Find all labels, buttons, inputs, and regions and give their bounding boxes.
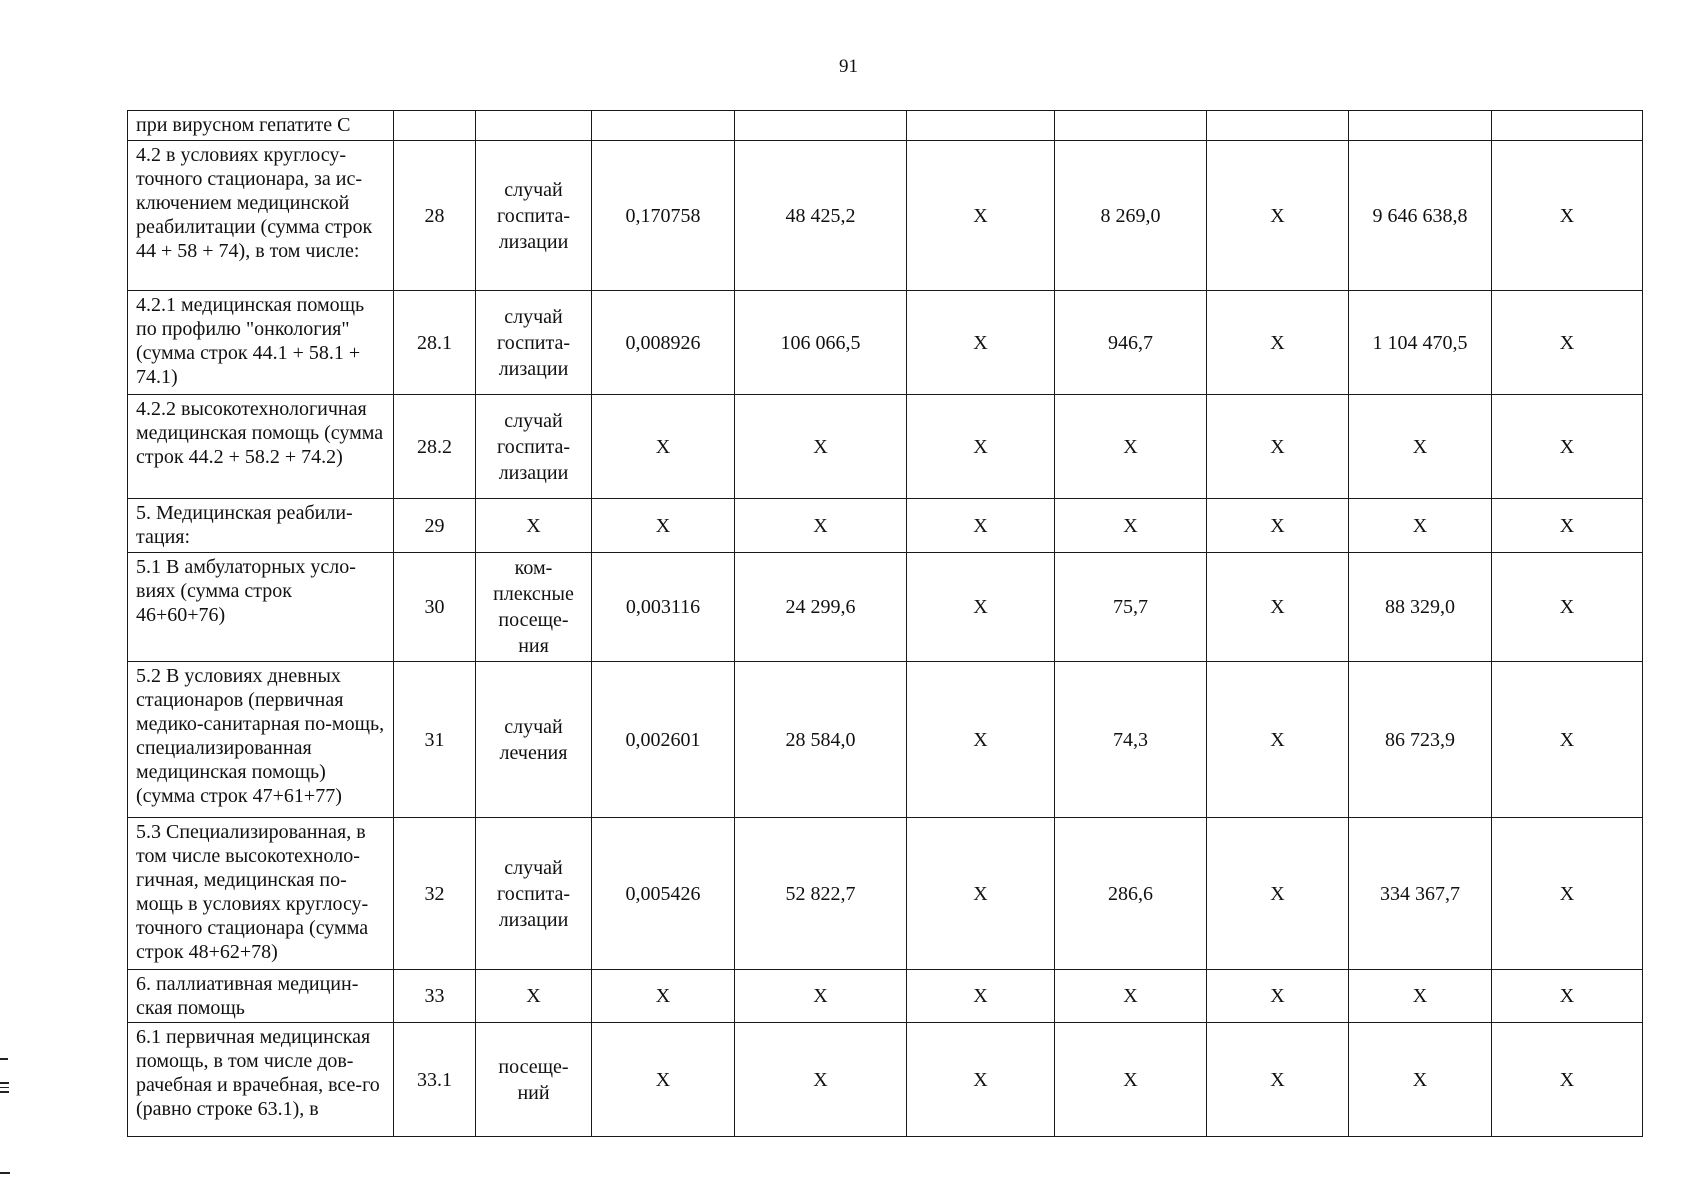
col-5-value: Х [1207,662,1349,818]
table-row [128,499,1643,553]
data-table [127,110,1643,1137]
col-2-value: 52 822,7 [735,818,907,970]
unit-of-measure: Х [476,970,592,1023]
row-description: 5.2 В условиях дневных стационаров (первичная медико-санитарная по-мощь, специализированная медицинская помощь) (сумма строк 47+61+77) [128,662,394,818]
table-row [128,291,1643,395]
row-description: 5. Медицинская реабили-тация: [128,499,394,553]
col-6-value: Х [1349,395,1492,499]
col-2-value: 106 066,5 [735,291,907,395]
col-4-value: Х [1055,395,1207,499]
margin-marks [0,1082,10,1096]
col-1-value: 0,003116 [592,553,735,662]
col-2-value: Х [735,1023,907,1137]
row-number: 28 [394,141,476,291]
col-4-value: Х [1055,970,1207,1023]
unit-of-measure: посеще-ний [476,1023,592,1137]
col-5-value: Х [1207,818,1349,970]
col-4-value: 8 269,0 [1055,141,1207,291]
row-number: 33.1 [394,1023,476,1137]
col-3-value: Х [907,970,1055,1023]
col-2-value: Х [735,395,907,499]
table-row [128,818,1643,970]
row-number: 29 [394,499,476,553]
table-row [128,662,1643,818]
col-3-value: Х [907,499,1055,553]
col-1-value: Х [592,395,735,499]
col-6-value: Х [1349,1023,1492,1137]
col-7-value [1492,111,1643,141]
unit-of-measure: случай госпита-лизации [476,291,592,395]
table-row [128,141,1643,291]
unit-of-measure [476,111,592,141]
col-1-value [592,111,735,141]
col-4-value: 286,6 [1055,818,1207,970]
col-2-value: Х [735,970,907,1023]
unit-of-measure: случай госпита-лизации [476,141,592,291]
col-1-value: 0,008926 [592,291,735,395]
col-5-value: Х [1207,553,1349,662]
col-2-value: 48 425,2 [735,141,907,291]
margin-mark [0,1058,8,1060]
table-row [128,970,1643,1023]
col-5-value [1207,111,1349,141]
table-row [128,1023,1643,1137]
col-3-value: Х [907,553,1055,662]
col-2-value: 28 584,0 [735,662,907,818]
col-7-value: Х [1492,1023,1643,1137]
col-6-value: Х [1349,970,1492,1023]
col-1-value: 0,170758 [592,141,735,291]
col-7-value: Х [1492,499,1643,553]
row-description: 4.2 в условиях круглосу-точного стационара, за ис-ключением медицинской реабилитации (сумма строк 44 + 58 + 74), в том числе: [128,141,394,291]
col-7-value: Х [1492,395,1643,499]
col-4-value: 75,7 [1055,553,1207,662]
col-7-value: Х [1492,970,1643,1023]
row-number: 33 [394,970,476,1023]
unit-of-measure: случай госпита-лизации [476,395,592,499]
unit-of-measure: случай лечения [476,662,592,818]
row-number [394,111,476,141]
col-6-value: 86 723,9 [1349,662,1492,818]
col-2-value: 24 299,6 [735,553,907,662]
col-2-value: Х [735,499,907,553]
row-number: 30 [394,553,476,662]
col-3-value: Х [907,395,1055,499]
col-4-value [1055,111,1207,141]
col-1-value: Х [592,499,735,553]
col-4-value: Х [1055,499,1207,553]
row-description: 5.1 В амбулаторных усло-виях (сумма строк 46+60+76) [128,553,394,662]
col-6-value: 9 646 638,8 [1349,141,1492,291]
unit-of-measure: случай госпита-лизации [476,818,592,970]
unit-of-measure: ком-плексные посеще-ния [476,553,592,662]
col-2-value [735,111,907,141]
col-3-value: Х [907,662,1055,818]
page-number: 91 [839,56,858,77]
col-5-value: Х [1207,970,1349,1023]
row-description: 4.2.1 медицинская помощь по профилю "онкология" (сумма строк 44.1 + 58.1 + 74.1) [128,291,394,395]
col-7-value: Х [1492,818,1643,970]
col-3-value: Х [907,1023,1055,1137]
col-3-value: Х [907,818,1055,970]
row-number: 32 [394,818,476,970]
row-description: 6.1 первичная медицинская помощь, в том числе дов-рачебная и врачебная, все-го (равно строке 63.1), в [128,1023,394,1137]
col-7-value: Х [1492,553,1643,662]
col-6-value [1349,111,1492,141]
col-5-value: Х [1207,291,1349,395]
col-5-value: Х [1207,1023,1349,1137]
col-5-value: Х [1207,141,1349,291]
col-6-value: 88 329,0 [1349,553,1492,662]
col-1-value: 0,005426 [592,818,735,970]
row-description: 6. паллиативная медицин-ская помощь [128,970,394,1023]
table-row [128,111,1643,141]
col-6-value: 334 367,7 [1349,818,1492,970]
col-3-value: Х [907,291,1055,395]
col-7-value: Х [1492,141,1643,291]
table-row [128,553,1643,662]
col-1-value: 0,002601 [592,662,735,818]
col-4-value: Х [1055,1023,1207,1137]
col-1-value: Х [592,1023,735,1137]
col-3-value: Х [907,141,1055,291]
col-6-value: 1 104 470,5 [1349,291,1492,395]
row-number: 31 [394,662,476,818]
col-5-value: Х [1207,395,1349,499]
row-description: 4.2.2 высокотехнологичная медицинская помощь (сумма строк 44.2 + 58.2 + 74.2) [128,395,394,499]
table-row [128,395,1643,499]
col-4-value: 946,7 [1055,291,1207,395]
col-3-value [907,111,1055,141]
row-description: при вирусном гепатите С [128,111,394,141]
col-4-value: 74,3 [1055,662,1207,818]
col-1-value: Х [592,970,735,1023]
col-7-value: Х [1492,662,1643,818]
margin-dash [0,1172,10,1174]
table-body [128,111,1643,1137]
col-5-value: Х [1207,499,1349,553]
col-6-value: Х [1349,499,1492,553]
row-number: 28.2 [394,395,476,499]
col-7-value: Х [1492,291,1643,395]
unit-of-measure: Х [476,499,592,553]
row-description: 5.3 Специализированная, в том числе высокотехноло-гичная, медицинская по-мощь в условиях круглосу-точного стационара (сумма строк 48+62+78) [128,818,394,970]
row-number: 28.1 [394,291,476,395]
